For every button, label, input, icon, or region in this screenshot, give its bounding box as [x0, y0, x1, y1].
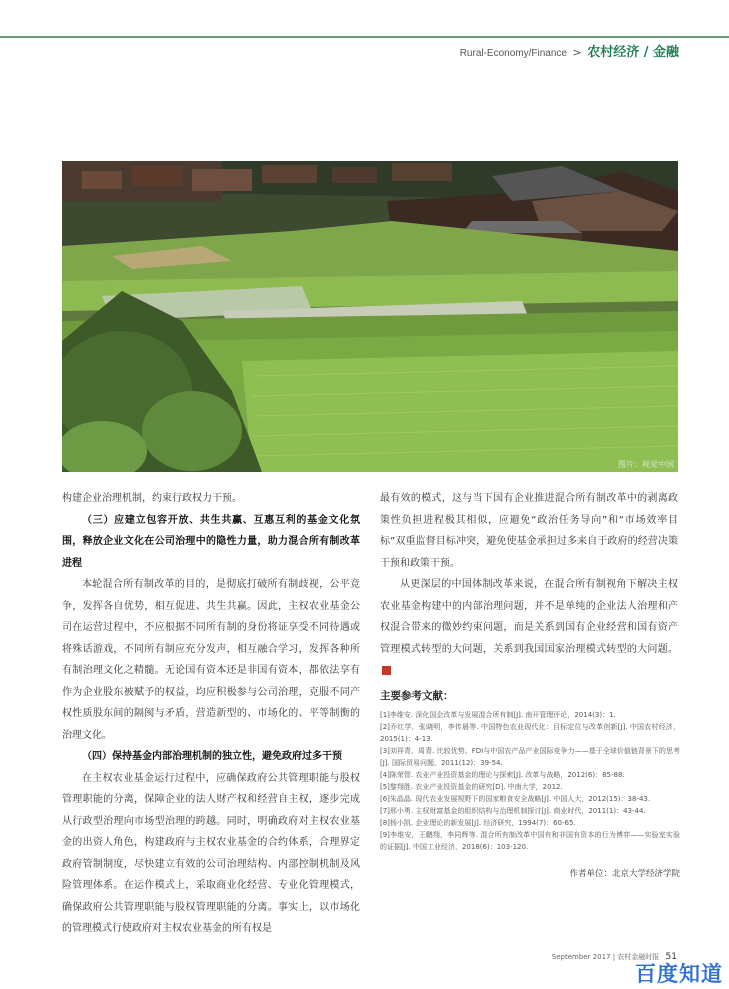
top-rule [0, 36, 729, 38]
reference-item: [7]邢小勇. 主权财富基金的组织结构与治理机制探讨[J]. 商业时代，2011(1)：43-44. [380, 807, 646, 815]
reference-item: [6]朱晶晶. 现代农业发展视野下的国家粮食安全战略[J]. 中国人大，2012(15)：38-43. [380, 795, 651, 803]
reference-item: [1]李维安. 深化国企改革与发展混合所有制[J]. 南开管理评论，2014(3)：1. [380, 711, 616, 719]
reference-item: [5]黎翔胜. 农业产业投资基金的研究[D]. 中南大学，2012. [380, 783, 563, 791]
left-paragraph-2: 本轮混合所有制改革的目的，是彻底打破所有制歧视，公平竞争，发挥各自优势，相互促进、共生共赢。因此，主权农业基金公司在运营过程中，不应根据不同所有制的身份将证享受不同待遇或将殊话游戏，不同所有制应充分发声，相互融合学习，发挥各种所有制治理文化之精髓。无论国有资本还是非国有资本，都依法享有作为企业股东被赋予的权益，均应积极参与公司治理，克服不同产权性质股东间的隔阂与矛盾，营造新型的、市场化的、平等制衡的治理文化。 [62, 579, 360, 741]
reference-item: [3]刘祥青，周青. 比较优势、FDI与中国农产品产业国际竞争力——基于全球价值链背景下的思考[J]. 国际贸易问题，2011(12)：39-54. [380, 747, 680, 767]
reference-item: [2]乔红学，张晓明，李传晨等. 中国特色农业现代化：目标定位与改革创新[J]. 中国农村经济，2015(1)：4-13. [380, 723, 680, 743]
section-heading-3: （三）应建立包容开放、共生共赢、互惠互利的基金文化氛围，释放企业文化在公司治理中的隐性力量，助力混合所有制改革进程 [62, 514, 360, 569]
left-paragraph-1: 构建企业治理机制，约束行政权力干预。 [62, 493, 242, 504]
reference-item: [4]陈荣智. 农业产业投资基金的理论与探索[J]. 改革与战略，2012(6)：85-88. [380, 771, 625, 779]
reference-item: [8]杨小凯. 企业理论的新发展[J]. 经济研究，1994(7)：60-65. [380, 819, 576, 827]
section-heading-4: （四）保持基金内部治理机制的独立性，避免政府过多干预 [82, 751, 342, 762]
page-number: 51 [665, 952, 677, 962]
right-paragraph-2-text: 从更深层的中国体制改革来说，在混合所有制视角下解决主权农业基金构建中的内部治理问题，并不是单纯的企业法人治理和产权混合带来的微妙约束问题，而是关系到国有企业经营和国有资产管理模式转型的大问题，关系到我国国家治理模式转型的大问题。 [380, 579, 678, 655]
reference-item: [9]李维安，王鹏翔，李同辉等. 混合所有制改革中国有和非国有资本的行为博弈——实验室实验的证据[J]. 中国工业经济，2018(6)：103-120. [380, 831, 680, 851]
section-label-en: Rural-Economy/Finance [459, 48, 567, 59]
rice-terrace-illustration [62, 161, 678, 472]
baidu-zhidao-watermark: 百度知道 [635, 962, 723, 986]
photo-credit: 图片：视觉中国 [618, 460, 674, 469]
references-title: 主要参考文献： [380, 690, 454, 702]
section-separator: > [572, 46, 582, 59]
left-paragraph-3: 在主权农业基金运行过程中，应确保政府公共管理职能与股权管理职能的分离，保障企业的法人财产权和经营自主权，逐步完成从行政型治理向市场型治理的跨越。同时，明确政府对主权农业基金的出资人角色，构建政府与主权农业基金的合约体系，合理界定政府管制制度，尽快建立有效的公司治理结构、内部控制机制及风险管理体系。在运作模式上，采取商业化经营、专业化管理模式，确保政府公共管理职能与股权管理职能的分离。事实上，以市场化的管理模式行使政府对主权农业基金的所有权是 [62, 772, 360, 934]
references-section [380, 688, 680, 879]
left-column [62, 488, 360, 940]
section-header [460, 41, 679, 60]
right-column [380, 488, 678, 682]
right-paragraph-2 [380, 574, 678, 682]
article-end-icon [382, 666, 391, 675]
author-affiliation: 作者单位：北京大学经济学院 [569, 869, 680, 879]
section-label-cn: 农村经济 / 金融 [587, 45, 679, 60]
right-paragraph-1: 最有效的模式，这与当下国有企业推进混合所有制改革中的剥离政策性负担进程极其相似，应避免“政治任务导向”和“市场效率目标”双重监督目标冲突，避免使基金承担过多来自于政府的经营决策干预和政策干预。 [380, 493, 678, 569]
terrace-photo [62, 161, 678, 472]
issue-label: September 2017 | 农村金融时报 [551, 953, 660, 961]
